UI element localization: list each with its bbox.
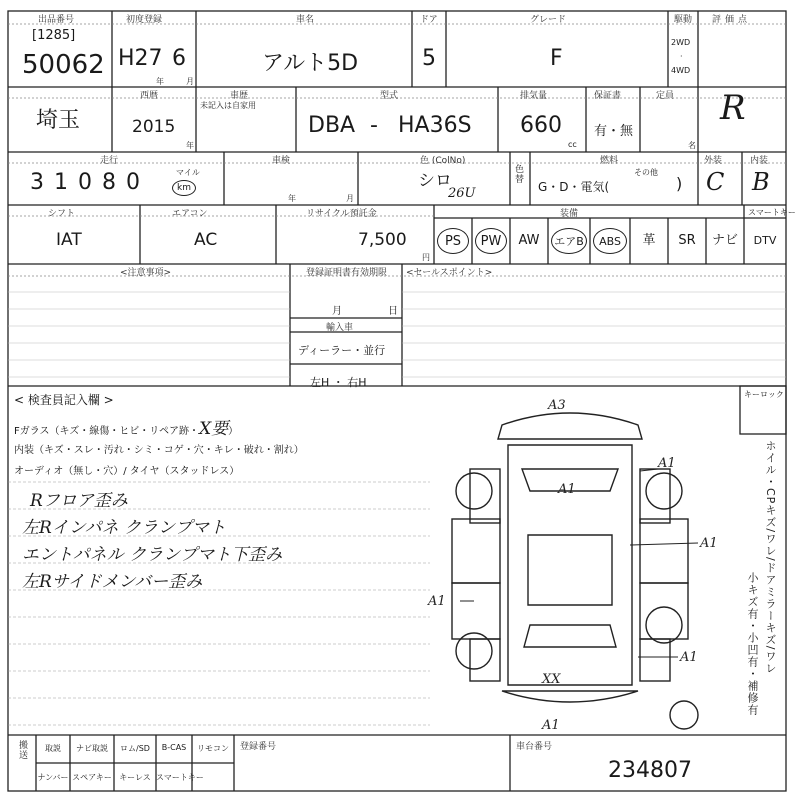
reg-cert-month: 月 — [332, 306, 342, 317]
mileage-value: 31080 — [30, 170, 150, 195]
inspection-title: < 検査員記入欄 > — [14, 393, 114, 407]
equipment-item-4: ABS — [593, 228, 627, 254]
displacement-value: 660 — [520, 113, 562, 138]
first-reg-month-unit: 月 — [186, 77, 194, 86]
lot-label: 出品番号 — [38, 15, 75, 25]
mark-left-rear-door: A1 — [428, 594, 446, 609]
hand-note-4: 左Rサイドメンバー歪み — [22, 572, 203, 592]
shift-label: シフト — [48, 209, 76, 219]
recycle-unit: 円 — [422, 253, 430, 262]
year-label: 西暦 — [140, 91, 159, 101]
car-name: アルト5D — [262, 51, 359, 76]
year-unit: 年 — [186, 141, 194, 150]
glass-text: Fガラス（キズ・線傷・ヒビ・リペア跡・ — [14, 426, 200, 437]
region: 埼玉 — [36, 108, 81, 133]
chassis-label: 車台番号 — [516, 742, 553, 752]
drive-2wd: 2WD — [671, 38, 691, 47]
ac-value: AC — [194, 230, 218, 250]
footer-item-bottom-2: キーレス — [119, 773, 151, 782]
mark-front-bumper: A3 — [548, 398, 566, 413]
doors-label: ドア — [420, 15, 438, 25]
keylock-label: キーロック — [744, 390, 784, 399]
first-reg-month: 6 — [172, 46, 186, 71]
side-note-wheel: ホイル・CPキズ/ワレ/ドアミラーキズ/ワレ — [764, 440, 777, 675]
footer-item-top-3: B-CAS — [161, 743, 187, 752]
first-reg-era: H27 — [118, 46, 163, 71]
notes-label: <注意事項> — [120, 268, 172, 278]
left-rear-quarter — [470, 639, 500, 681]
exterior-label: 外装 — [704, 156, 723, 166]
equipment-item-6: SR — [678, 233, 696, 248]
equipment-item-5: 革 — [642, 233, 656, 248]
history-label: 車歴 — [230, 91, 249, 101]
rear-right-wheel — [646, 607, 682, 643]
inspection-label: 車検 — [272, 156, 291, 166]
import-label: 輸入車 — [326, 323, 354, 333]
drive-separator-dot: · — [680, 52, 683, 61]
spare-tire — [670, 701, 698, 729]
inspection-month-unit: 月 — [346, 194, 354, 203]
reg-cert-label: 登録証明書有効期限 — [306, 268, 388, 278]
score-value: R — [720, 88, 746, 128]
rear-bumper-shape — [502, 691, 638, 702]
car-damage-diagram — [430, 395, 740, 735]
first-reg-year-unit: 年 — [156, 77, 164, 86]
front-bumper-shape — [498, 413, 642, 439]
handle-value: 左H ・ 右H — [310, 376, 367, 389]
model-prefix: DBA — [308, 113, 356, 138]
sales-point-label: <セールスポイント> — [406, 268, 493, 278]
footer-item-bottom-0: ナンバー — [37, 773, 69, 782]
left-front-door — [452, 519, 500, 583]
inspection-line-3: オーディオ（無し・穴）/ タイヤ（スタッドレス） — [14, 466, 240, 477]
shift-value: IAT — [56, 230, 82, 250]
footer-item-top-0: 取説 — [45, 744, 61, 753]
footer-item-bottom-3: スマートキー — [156, 773, 204, 782]
equipment-item-0: PS — [437, 228, 469, 254]
year-value: 2015 — [132, 117, 176, 137]
equipment-item-8: DTV — [753, 234, 777, 247]
fuel-options: G・D・電気( — [538, 180, 610, 194]
drive-4wd: 4WD — [671, 66, 691, 75]
color-number: 26U — [448, 186, 476, 201]
fuel-close: ) — [676, 174, 683, 193]
score-label: 評価点 — [712, 15, 752, 25]
reg-number-label: 登録番号 — [240, 742, 277, 752]
footer-item-top-4: リモコン — [197, 744, 229, 753]
mileage-unit: km — [172, 180, 196, 196]
mark-trunk: XX — [542, 672, 561, 687]
drive-label: 駆動 — [674, 15, 693, 25]
doors-value: 5 — [422, 46, 436, 71]
color-label: 色 (ColNo) — [420, 156, 466, 166]
glass-text-end: ） — [228, 426, 239, 437]
inspection-line-1 — [14, 414, 238, 439]
glass-mark: X要 — [199, 419, 229, 439]
displacement-label: 排気量 — [520, 91, 548, 101]
mark-right-rear-quarter: A1 — [680, 650, 698, 665]
capacity-label: 定員 — [656, 91, 675, 101]
equipment-item-7: ナビ — [711, 233, 738, 248]
color-change-label: 色替 — [513, 164, 523, 184]
side-note-damage: 小キズ有・小凹有・補修有 — [746, 572, 759, 716]
grade-label: グレード — [530, 15, 567, 25]
fuel-other: その他 — [634, 168, 658, 177]
car-name-label: 車名 — [296, 15, 315, 25]
mark-right-front-door: A1 — [700, 536, 718, 551]
mileage-alt-unit: マイル — [176, 168, 200, 177]
history-sub: 未記入は自家用 — [200, 101, 256, 110]
footer-item-bottom-1: スペアキー — [72, 773, 112, 782]
hand-note-1: Rフロア歪み — [30, 491, 128, 511]
inspection-line-2: 内装（キズ・スレ・汚れ・シミ・コゲ・穴・キレ・破れ・割れ） — [14, 445, 304, 456]
interior-label: 内装 — [750, 156, 769, 166]
front-right-wheel — [646, 473, 682, 509]
rear-window-shape — [524, 625, 616, 647]
model-code: HA36S — [398, 113, 472, 138]
right-front-fender — [640, 469, 670, 523]
equipment-item-3: エアB — [551, 228, 587, 254]
mark-hood: A1 — [558, 482, 576, 497]
footer-item-top-2: ロム/SD — [120, 744, 150, 753]
model-label: 型式 — [380, 91, 399, 101]
smart-key-label: スマートキー — [748, 208, 796, 217]
recycle-label: リサイクル預託金 — [306, 209, 377, 219]
equipment-item-2: AW — [518, 233, 540, 248]
equipment-label: 装備 — [560, 209, 579, 219]
grade-value: F — [550, 46, 563, 71]
color-value: シロ — [418, 171, 452, 191]
front-left-wheel — [456, 473, 492, 509]
roof-shape — [528, 535, 612, 605]
right-rear-quarter — [640, 639, 670, 681]
warranty-label: 保証書 — [594, 91, 622, 101]
mark-right-front-fender: A1 — [658, 456, 676, 471]
footer-item-top-1: ナビ取説 — [76, 744, 108, 753]
exterior-score: C — [706, 168, 725, 196]
reg-cert-day: 日 — [388, 306, 398, 317]
chassis-number: 234807 — [608, 758, 692, 783]
left-rear-door — [452, 583, 500, 639]
mark-rear-bumper: A1 — [542, 718, 560, 733]
right-front-door — [640, 519, 688, 583]
equipment-item-1: PW — [475, 228, 507, 254]
fuel-label: 燃料 — [600, 156, 619, 166]
lot-number: 50062 — [22, 50, 105, 80]
lot-prefix: [1285] — [32, 28, 76, 43]
first-reg-label: 初度登録 — [126, 15, 163, 25]
delivery-label: 搬送 — [17, 740, 27, 760]
capacity-unit: 名 — [688, 141, 696, 150]
mileage-label: 走行 — [100, 156, 119, 166]
model-dash: - — [370, 113, 378, 138]
import-value: ディーラー・並行 — [298, 344, 386, 357]
warranty-value: 有・無 — [594, 124, 634, 139]
ac-label: エアコン — [172, 209, 208, 219]
hand-note-2: 左Rインパネ クランプマト — [22, 518, 227, 538]
hand-note-3: エントパネル クランプマト下歪み — [22, 545, 283, 565]
inspection-year-unit: 年 — [288, 194, 296, 203]
recycle-value: 7,500 — [358, 230, 407, 250]
interior-score: B — [752, 168, 770, 196]
displacement-unit: cc — [568, 140, 577, 149]
